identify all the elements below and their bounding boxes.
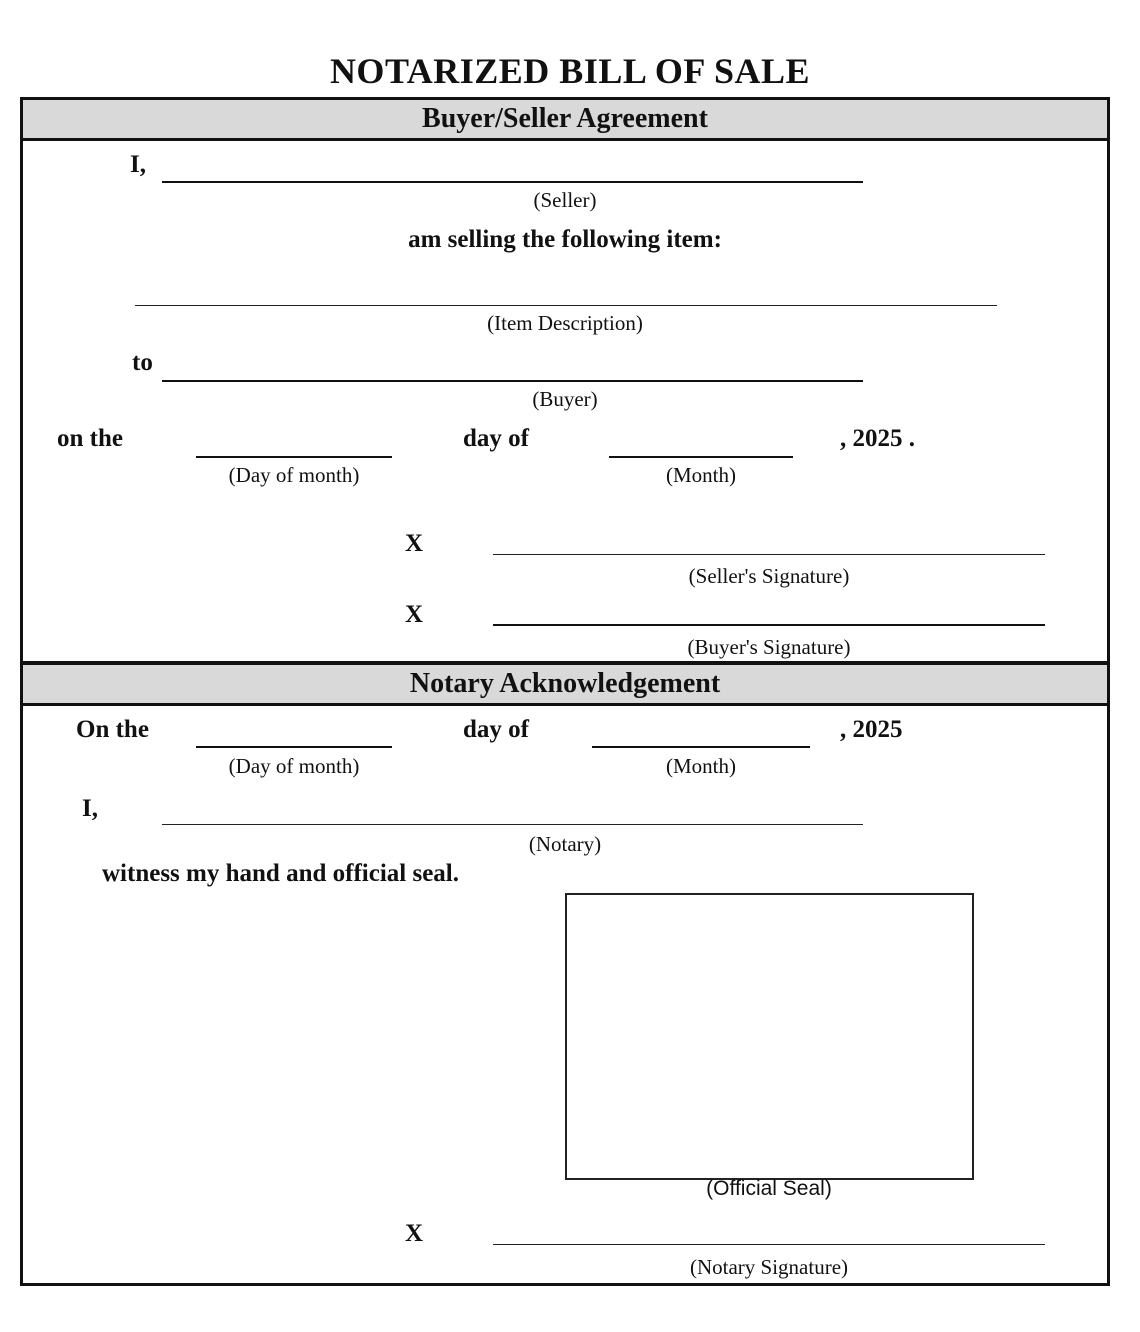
notary-day-caption: (Day of month) — [228, 754, 360, 778]
month-field[interactable] — [609, 446, 793, 458]
on-the-label: on the — [57, 425, 123, 452]
seller-prefix-label: I, — [130, 151, 146, 178]
notary-year-text: , 2025 — [840, 716, 903, 743]
notary-day-field[interactable] — [196, 736, 392, 748]
notary-prefix-label: I, — [82, 795, 98, 822]
buyer-name-field[interactable] — [162, 369, 863, 382]
notary-caption: (Notary) — [528, 832, 602, 856]
notary-name-field[interactable] — [162, 813, 863, 825]
seller-name-field[interactable] — [162, 170, 863, 183]
month-caption: (Month) — [666, 463, 736, 487]
buyer-signature-mark: X — [405, 601, 424, 628]
buyer-signature-field[interactable] — [493, 614, 1045, 626]
notary-month-caption: (Month) — [666, 754, 736, 778]
witness-text: witness my hand and official seal. — [102, 860, 459, 887]
buyer-signature-caption: (Buyer's Signature) — [687, 635, 851, 659]
day-field[interactable] — [196, 446, 392, 458]
notary-month-field[interactable] — [592, 736, 810, 748]
to-label: to — [132, 349, 153, 376]
official-seal-caption: (Official Seal) — [706, 1177, 832, 1200]
seller-caption: (Seller) — [533, 188, 597, 212]
buyer-caption: (Buyer) — [532, 387, 598, 411]
divider — [23, 703, 1107, 706]
notary-signature-caption: (Notary Signature) — [689, 1255, 849, 1279]
notary-signature-field[interactable] — [493, 1234, 1045, 1245]
notary-signature-mark: X — [405, 1220, 424, 1247]
seller-signature-field[interactable] — [493, 543, 1045, 555]
day-caption: (Day of month) — [228, 463, 360, 487]
item-description-field[interactable] — [135, 294, 997, 306]
seller-signature-caption: (Seller's Signature) — [688, 564, 850, 588]
section-header-notary: Notary Acknowledgement — [23, 665, 1107, 703]
notary-day-of-label: day of — [463, 716, 529, 743]
item-description-caption: (Item Description) — [487, 311, 643, 335]
seller-signature-mark: X — [405, 530, 424, 557]
notary-on-the-label: On the — [76, 716, 149, 743]
official-seal-box — [565, 893, 974, 1180]
year-text: , 2025 . — [840, 425, 915, 452]
selling-text: am selling the following item: — [408, 226, 722, 253]
section-header-agreement: Buyer/Seller Agreement — [23, 100, 1107, 138]
divider — [23, 138, 1107, 141]
day-of-label: day of — [463, 425, 529, 452]
page-title: NOTARIZED BILL OF SALE — [329, 51, 811, 91]
